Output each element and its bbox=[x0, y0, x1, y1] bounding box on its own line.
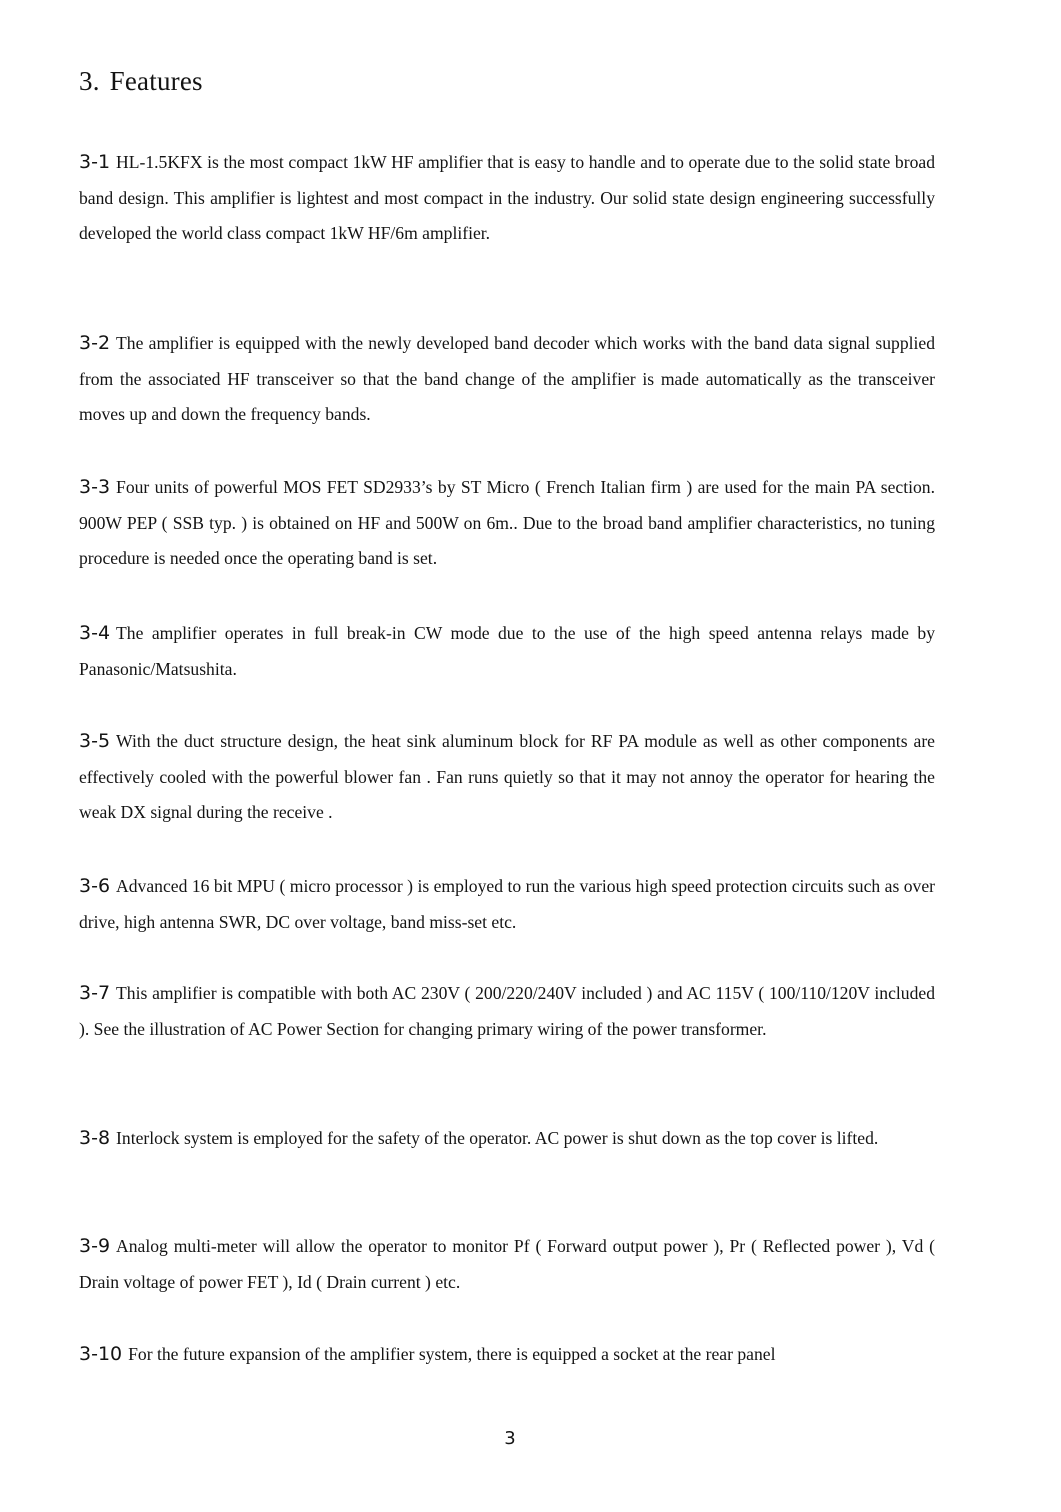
section-number: 3-4 bbox=[79, 622, 111, 644]
section-text: For the future expansion of the amplifier system, there is equipped a socket at the rear panel bbox=[128, 1344, 776, 1364]
section-number: 3-10 bbox=[79, 1343, 123, 1365]
section-text: This amplifier is compatible with both AC 230V ( 200/220/240V included ) and AC 115V ( 100/110/120V included ). See the illustration of AC Power Section for changing primary wiring of the power transformer. bbox=[79, 983, 935, 1039]
feature-3-8 bbox=[79, 1121, 935, 1157]
section-number: 3-5 bbox=[79, 730, 111, 752]
page-heading bbox=[79, 66, 203, 97]
section-number: 3-1 bbox=[79, 151, 111, 173]
section-number: 3-3 bbox=[79, 476, 111, 498]
feature-3-1 bbox=[79, 145, 935, 252]
section-text: The amplifier operates in full break-in CW mode due to the use of the high speed antenna relays made by Panasonic/Matsushita. bbox=[79, 623, 935, 679]
section-number: 3-8 bbox=[79, 1127, 111, 1149]
feature-3-5 bbox=[79, 724, 935, 831]
feature-3-7 bbox=[79, 976, 935, 1047]
section-number: 3-7 bbox=[79, 982, 111, 1004]
feature-3-2 bbox=[79, 326, 935, 433]
section-number: 3-2 bbox=[79, 332, 111, 354]
section-text: Analog multi-meter will allow the operator to monitor Pf ( Forward output power ), Pr ( Reflected power ), Vd ( Drain voltage of power FET ), Id ( Drain current ) etc. bbox=[79, 1236, 935, 1292]
feature-3-3 bbox=[79, 470, 935, 577]
section-text: Advanced 16 bit MPU ( micro processor ) is employed to run the various high speed protection circuits such as over drive, high antenna SWR, DC over voltage, band miss-set etc. bbox=[79, 876, 935, 932]
section-number: 3-6 bbox=[79, 875, 111, 897]
section-text: HL-1.5KFX is the most compact 1kW HF amplifier that is easy to handle and to operate due to the solid state broad band design. This amplifier is lightest and most compact in the industry. Our solid state design engineering successfully developed the world class compact 1kW HF/6m amplifier. bbox=[79, 152, 935, 243]
page-number: 3 bbox=[504, 1428, 516, 1449]
section-text: Four units of powerful MOS FET SD2933’s by ST Micro ( French Italian firm ) are used for the main PA section. 900W PEP ( SSB typ. ) is obtained on HF and 500W on 6m.. Due to the broad band amplifier characteristics, no tuning procedure is needed once the operating band is set. bbox=[79, 477, 935, 568]
feature-3-10 bbox=[79, 1337, 935, 1373]
feature-3-9 bbox=[79, 1229, 935, 1300]
heading-title: Features bbox=[109, 66, 203, 96]
feature-3-4 bbox=[79, 616, 935, 687]
section-text: The amplifier is equipped with the newly developed band decoder which works with the band data signal supplied from the associated HF transceiver so that the band change of the amplifier is made automatically as the transceiver moves up and down the frequency bands. bbox=[79, 333, 935, 424]
section-number: 3-9 bbox=[79, 1235, 111, 1257]
section-text: Interlock system is employed for the safety of the operator. AC power is shut down as the top cover is lifted. bbox=[116, 1128, 879, 1148]
section-text: With the duct structure design, the heat sink aluminum block for RF PA module as well as other components are effectively cooled with the powerful blower fan . Fan runs quietly so that it may not annoy the operator for hearing the weak DX signal during the receive . bbox=[79, 731, 935, 822]
heading-number: 3. bbox=[79, 66, 100, 96]
feature-3-6 bbox=[79, 869, 935, 940]
